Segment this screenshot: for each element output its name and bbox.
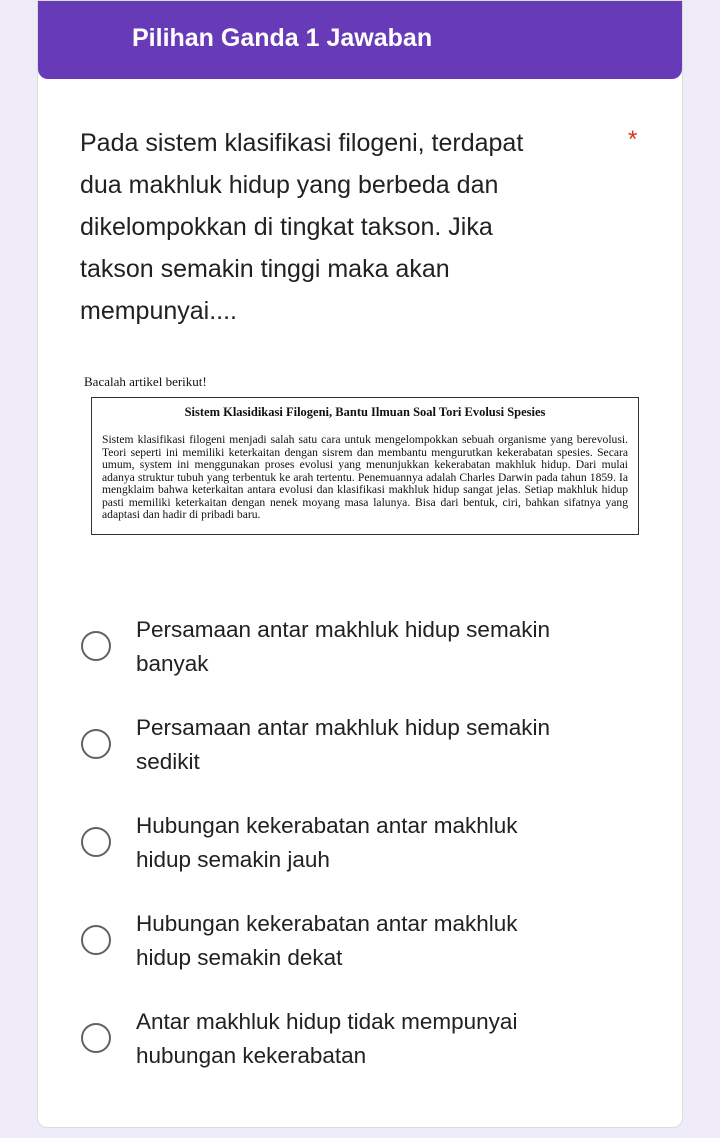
option-5[interactable] [38,1005,682,1085]
radio-button[interactable] [81,925,111,955]
article-image [84,373,640,535]
article-intro: Bacalah artikel berikut! [84,374,207,389]
option-2[interactable] [38,711,682,791]
section-header [38,1,682,79]
article-title: Sistem Klasidikasi Filogeni, Bantu Ilmuan Soal Tori Evolusi Spesies [184,405,546,419]
article-box [91,397,639,535]
radio-button[interactable] [81,1023,111,1053]
article-body: Sistem klasifikasi filogeni menjadi salah satu cara untuk mengelompokkan sebuah organisme yang berevolusi. Teori seperti ini memiliki keterkaitan dengan sisrem dan membantu mengurutkan kekerabatan spesies. Secara umum, system ini menggunakan proses evolusi yang menunjukkan kekerabatan makhluk hidup. Dari mulai adanya struktur tubuh yang terbentuk ke arah tertentu. Penemuannya adalah Charles Darwin pada tahun 1859. Ia mengklaim bahwa keterkaitan antara evolusi dan klasifikasi makhluk hidup sangat jelas. Setiap makhluk hidup pasti memiliki keterkaitan dengan nenek moyang masa lalunya. Bisa dari bentuk, ciri, bahkan sifatnya yang adaptasi dan hadir di pribadi baru. [102,433,628,521]
option-label: Persamaan antar makhluk hidup semakin sedikit [136,715,550,774]
option-4[interactable] [38,907,682,987]
option-3[interactable] [38,809,682,889]
question-text: Pada sistem klasifikasi filogeni, terdapat dua makhluk hidup yang berbeda dan dikelompokkan di tingkat takson. Jika takson semakin tinggi maka akan mempunyai.... [80,129,524,325]
option-label: Hubungan kekerabatan antar makhluk hidup semakin jauh [136,813,518,872]
section-title: Pilihan Ganda 1 Jawaban [132,24,433,52]
radio-button[interactable] [81,631,111,661]
radio-button[interactable] [81,827,111,857]
option-label: Hubungan kekerabatan antar makhluk hidup semakin dekat [136,911,518,970]
option-label: Antar makhluk hidup tidak mempunyai hubungan kekerabatan [136,1009,518,1068]
required-asterisk: * [628,126,638,153]
option-label: Persamaan antar makhluk hidup semakin banyak [136,617,550,676]
question-card [37,0,683,1128]
option-1[interactable] [38,613,682,693]
radio-button[interactable] [81,729,111,759]
